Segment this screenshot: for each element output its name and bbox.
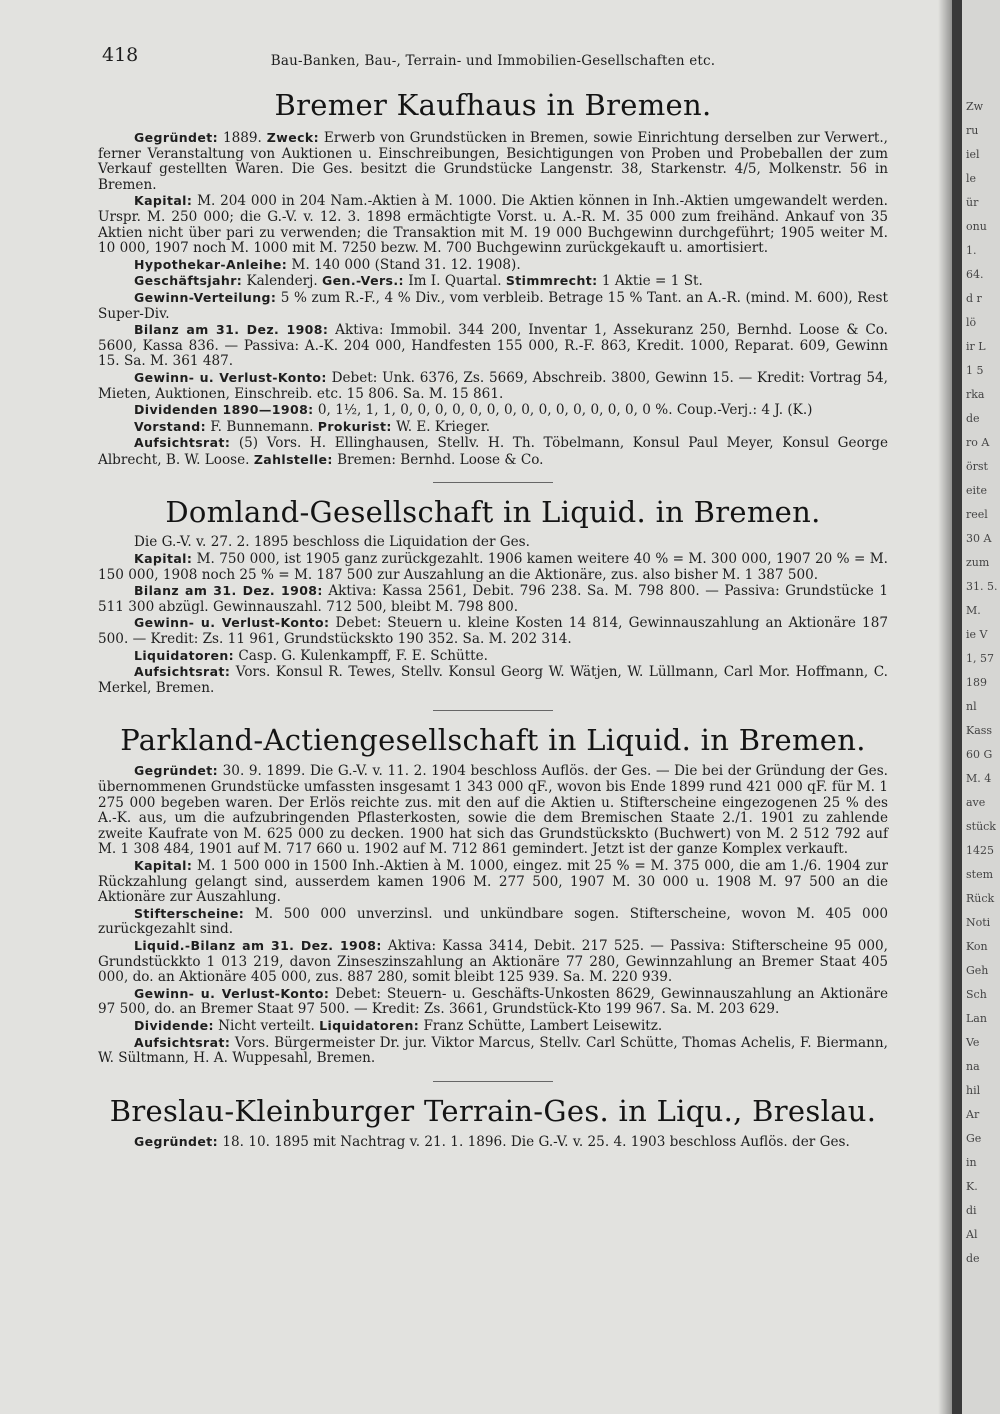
field-label: Gen.-Vers.: [322,273,404,289]
edge-fragment: di [966,1204,977,1217]
field-label: Aufsichtsrat: [134,1034,231,1050]
entry-paragraph [98,130,888,193]
entry-parkland [98,723,888,1066]
field-label: Kapital: [134,857,193,873]
edge-fragment: 1. [966,244,977,257]
field-text: 5 % zum R.-F., 4 % Div., vom verbleib. Betrage 15 % Tant. an A.-R. (mind. M. 600), Rest Super-Div. [98,289,888,322]
field-label: Vorstand: [134,418,207,434]
field-text: M. 500 000 unverzinsl. und unkündbare sogen. Stifterscheine, wovon M. 405 000 zurückgezahlt sind. [98,905,888,938]
field-text: 1 Aktie = 1 St. [597,273,703,290]
field-label: Kapital: [134,551,193,567]
edge-fragment: in [966,1156,977,1169]
page-gutter [952,0,962,1414]
entry-paragraph [98,419,888,436]
edge-fragment: stück [966,820,996,833]
edge-fragment: örst [966,460,988,473]
entry-bremer-kaufhaus [98,88,888,468]
field-text: Kalenderj. [242,273,323,290]
field-text: Vors. Konsul R. Tewes, Stellv. Konsul Georg W. Wätjen, W. Lüllmann, Carl Mor. Hoffmann, C. Merkel, Bremen. [98,664,888,696]
field-text: Aktiva: Immobil. 344 200, Inventar 1, Assekuranz 250, Bernhd. Loose & Co. 5600, Kassa 836. — Passiva: A.-K. 204 000, Handfesten 155 000, R.-F. 863, Kredit. 1000, Reparat. 609, Gewinn 15. Sa. M. 361 487. [98,322,888,370]
edge-fragment: ir L [966,340,986,353]
entry-paragraph [98,648,888,665]
field-label: Gewinn-Verteilung: [134,289,277,305]
field-label: Liquid.-Bilanz am 31. Dez. 1908: [134,937,382,953]
edge-fragment: K. [966,1180,978,1193]
running-header [98,38,888,78]
edge-fragment: 1, 57 [966,652,994,665]
entry-paragraph [98,535,888,551]
entry-paragraph [98,938,888,986]
edge-fragment: Ge [966,1132,982,1145]
edge-fragment: 64. [966,268,984,281]
field-text: M. 204 000 in 204 Nam.-Aktien à M. 1000. Die Aktien können in Inh.-Aktien umgewandelt werden. Urspr. M. 250 000; die G.-V. v. 12. 3. 1898 ermächtigte Vorst. u. A.-R. M. 35 000 zum freihänd. Ankauf von 35 Aktien nicht über pari zu verwenden; die Transaktion mit M. 19 000 Buchgewinn durchgeführt; 1905 weiter M. 10 000, 1907 noch M. 1000 mit M. 7250 bezw. M. 700 Buchgewinn zurückgekauft u. amortisiert. [98,193,888,257]
field-text: Aktiva: Kassa 3414, Debit. 217 525. — Passiva: Stifterscheine 95 000, Grundstückkto 1 013 219, davon Zinseszinszahlung an Aktionäre 77 280, Gewinnzahlung an Bremer Staat 405 000, do. an Aktionäre 405 000, zus. 887 280, somit bleibt 125 939. Sa. M. 220 939. [98,937,888,986]
edge-fragment: reel [966,508,988,521]
field-label: Stifterscheine: [134,905,245,921]
edge-fragment: M. 4 [966,772,992,785]
entry-paragraph [98,193,888,256]
edge-fragment: 30 A [966,532,992,545]
field-label: Liquidatoren: [134,647,235,663]
field-label: Liquidatoren: [319,1017,420,1033]
field-label: Dividende: [134,1017,214,1033]
field-text: M. 1 500 000 in 1500 Inh.-Aktien à M. 1000, eingez. mit 25 % = M. 375 000, die am 1./6. 1904 zur Rückzahlung gelangt sind, ausserdem kamen 1906 M. 277 500, 1907 M. 30 000 u. 1908 M. 97 500 an die Aktionäre zur Auszahlung. [98,857,888,906]
edge-fragment: lö [966,316,977,329]
field-label: Geschäftsjahr: [134,273,243,289]
edge-fragment: Ar [966,1108,980,1121]
edge-fragment: hil [966,1084,981,1097]
edge-fragment: na [966,1060,980,1073]
entry-paragraph [98,906,888,938]
edge-fragment: iel [966,148,980,161]
field-label: Kapital: [134,193,193,209]
edge-fragment: ie V [966,628,988,641]
entry-title: Bremer Kaufhaus in Bremen. [274,88,712,122]
entry-paragraph [98,1018,888,1035]
field-text: Debet: Unk. 6376, Zs. 5669, Abschreib. 3800, Gewinn 15. — Kredit: Vortrag 54, Mieten, Auktionen, Einschreib. etc. 15 806. Sa. M. 15 861. [98,369,889,402]
field-text: Bremen: Bernhd. Loose & Co. [332,451,544,468]
entry-paragraph [98,615,888,647]
field-text: Vors. Bürgermeister Dr. jur. Viktor Marcus, Stellv. Carl Schütte, Thomas Achelis, F. Biermann, W. Sültmann, H. A. Wuppesahl, Bremen. [98,1034,888,1067]
edge-fragment: Rück [966,892,995,905]
edge-fragment: rka [966,388,985,401]
field-label: Gewinn- u. Verlust-Konto: [134,985,330,1001]
entry-title: Breslau-Kleinburger Terrain-Ges. in Liqu., Breslau. [109,1093,877,1128]
field-label: Bilanz am 31. Dez. 1908: [134,322,329,338]
field-text: 1889. [218,130,267,146]
field-text: Erwerb von Grundstücken in Bremen, sowie Einrichtung derselben zur Verwert., ferner Veranstaltung von Auktionen u. Einschreibungen, Besichtigungen von Proben und Probeballen der zum Verkauf gestellten Waren. Die Ges. besitzt die Grundstücke Langenstr. 38, Starkenstr. 4/5, Molkenstr. 56 in Bremen. [98,130,888,193]
edge-fragment: onu [966,220,987,233]
entry-paragraph [98,402,888,419]
edge-fragment: nl [966,700,977,713]
field-label: Gegründet: [134,763,219,779]
separator-rule [433,1081,553,1082]
field-label: Aufsichtsrat: [134,664,231,680]
edge-fragment: de [966,412,980,425]
field-label: Gegründet: [134,130,219,145]
edge-fragment: Noti [966,916,991,929]
page-number: 418 [102,44,139,66]
edge-fragment: Al [966,1228,978,1241]
field-text: M. 750 000, ist 1905 ganz zurückgezahlt. 1906 kamen weitere 40 % = M. 300 000, 1907 20 % = M. 150 000, 1908 noch 25 % = M. 187 500 zur Auszahlung an die Aktionäre, zus. also bisher M. 1 387 500. [98,551,888,583]
field-text: Aktiva: Kassa 2561, Debit. 796 238. Sa. M. 798 800. — Passiva: Grundstücke 1 511 300 abzügl. Gewinnauszahl. 712 500, bleibt M. 798 800. [98,583,889,615]
field-text: Nicht verteilt. [213,1017,320,1034]
field-text: Debet: Steuern- u. Geschäfts-Unkosten 8629, Gewinnauszahlung an Aktionäre 97 500, do. an Bremer Staat 97 500. — Kredit: Zs. 3661, Grundstück-Kto 199 967. Sa. M. 203 629. [98,985,889,1018]
edge-fragment: ave [966,796,986,809]
entry-paragraph [98,322,888,370]
field-label: Stimmrecht: [505,273,598,289]
edge-fragment: stem [966,868,994,881]
entry-paragraph [98,1035,888,1067]
field-label: Prokurist: [317,418,392,434]
edge-fragment: Ve [966,1036,980,1049]
edge-fragment: le [966,172,977,185]
edge-fragment: Zw [966,100,984,113]
field-text: Casp. G. Kulenkampff, F. E. Schütte. [234,647,488,664]
field-label: Zweck: [266,130,319,145]
running-title: Bau-Banken, Bau-, Terrain- und Immobilien-Gesellschaften etc. [270,53,716,69]
edge-fragment: Geh [966,964,989,977]
entry-paragraph [98,583,888,615]
field-text: Debet: Steuern u. kleine Kosten 14 814, Gewinnauszahlung an Aktionäre 187 500. — Kredit: Zs. 11 961, Grundstückskto 190 352. Sa. M. 202 314. [98,615,889,648]
edge-fragment: d r [966,292,982,305]
edge-fragment: Kass [966,724,993,737]
edge-fragment: eite [966,484,987,497]
field-label: Gegründet: [134,1133,219,1149]
edge-fragment: de [966,1252,980,1265]
edge-fragment: Sch [966,988,987,1001]
field-text: M. 140 000 (Stand 31. 12. 1908). [287,256,521,273]
entry-title: Domland-Gesellschaft in Liquid. in Bremen. [165,495,821,530]
edge-fragment: ru [966,124,979,137]
entry-breslau-kleinburger [98,1094,888,1151]
field-label: Bilanz am 31. Dez. 1908: [134,583,323,599]
field-text: W. E. Krieger. [391,418,491,435]
field-label: Hypothekar-Anleihe: [134,256,288,272]
field-text: Die G.-V. v. 27. 2. 1895 beschloss die Liquidation der Ges. [134,534,530,551]
entry-paragraph [98,551,888,583]
entry-paragraph [98,370,888,402]
field-label: Gewinn- u. Verlust-Konto: [134,369,327,385]
field-text: Im I. Quartal. [403,273,506,290]
edge-fragment: 1425 [966,844,994,857]
edge-fragment: Lan [966,1012,987,1025]
entry-paragraph [98,257,888,274]
facing-page-edge [962,0,1000,1414]
field-label: Dividenden 1890—1908: [134,402,314,418]
edge-fragment: 189 [966,676,987,689]
edge-fragment: ür [966,196,979,209]
entry-paragraph [98,664,888,696]
entry-paragraph [98,986,888,1018]
edge-fragment: ro A [966,436,990,449]
field-text: 0, 1½, 1, 1, 0, 0, 0, 0, 0, 0, 0, 0, 0, 0, 0, 0, 0, 0, 0 %. Coup.-Verj.: 4 J. (K.) [313,402,813,419]
entry-paragraph [98,858,888,906]
field-label: Zahlstelle: [253,451,333,467]
separator-rule [433,482,553,483]
edge-fragment: M. [966,604,981,617]
entry-title: Parkland-Actiengesellschaft in Liquid. in Bremen. [120,723,866,758]
entry-paragraph [98,273,888,290]
field-label: Aufsichtsrat: [134,435,231,451]
entry-paragraph [98,763,888,858]
field-text: Franz Schütte, Lambert Leisewitz. [419,1017,663,1034]
entry-paragraph [98,1134,888,1151]
field-text: F. Bunnemann. [206,418,318,435]
field-text: (5) Vors. H. Ellinghausen, Stellv. H. Th. Töbelmann, Konsul Paul Meyer, Konsul George Albrecht, B. W. Loose. [98,435,888,468]
edge-fragment: zum [966,556,990,569]
edge-fragment: Kon [966,940,988,953]
page-content [98,38,888,1150]
field-text: 18. 10. 1895 mit Nachtrag v. 21. 1. 1896. Die G.-V. v. 25. 4. 1903 beschloss Auflös. der Ges. [218,1133,850,1150]
entry-paragraph [98,290,888,322]
edge-fragment: 31. 5. [966,580,998,593]
entry-domland [98,495,888,696]
separator-rule [433,710,553,711]
field-text: 30. 9. 1899. Die G.-V. v. 11. 2. 1904 beschloss Auflös. der Ges. — Die bei der Gründung der Ges. übernommenen Grundstücke umfassten insgesamt 1 343 000 qF., wovon bis Ende 1899 rund 421 000 qF. für M. 1 275 000 begeben waren. Der Erlös reichte zus. mit den auf die Aktien u. Stifterscheine eingezogenen 25 % des A.-K. aus, um die aufzubringenden Pflasterkosten, sowie die dem Bremischen Staate 2./1. 1901 zu zahlende zweite Kaufrate von M. 625 000 zu decken. 1900 hat sich das Grundstückskto (Buchwert) von M. 2 512 792 auf M. 1 308 484, 1901 auf M. 717 660 u. 1902 auf M. 712 861 gemindert. Jetzt ist der ganze Komplex verkauft. [98,763,888,858]
edge-fragment: 1 5 [966,364,984,377]
field-label: Gewinn- u. Verlust-Konto: [134,615,330,631]
entry-paragraph [98,435,888,468]
edge-fragment: 60 G [966,748,993,761]
